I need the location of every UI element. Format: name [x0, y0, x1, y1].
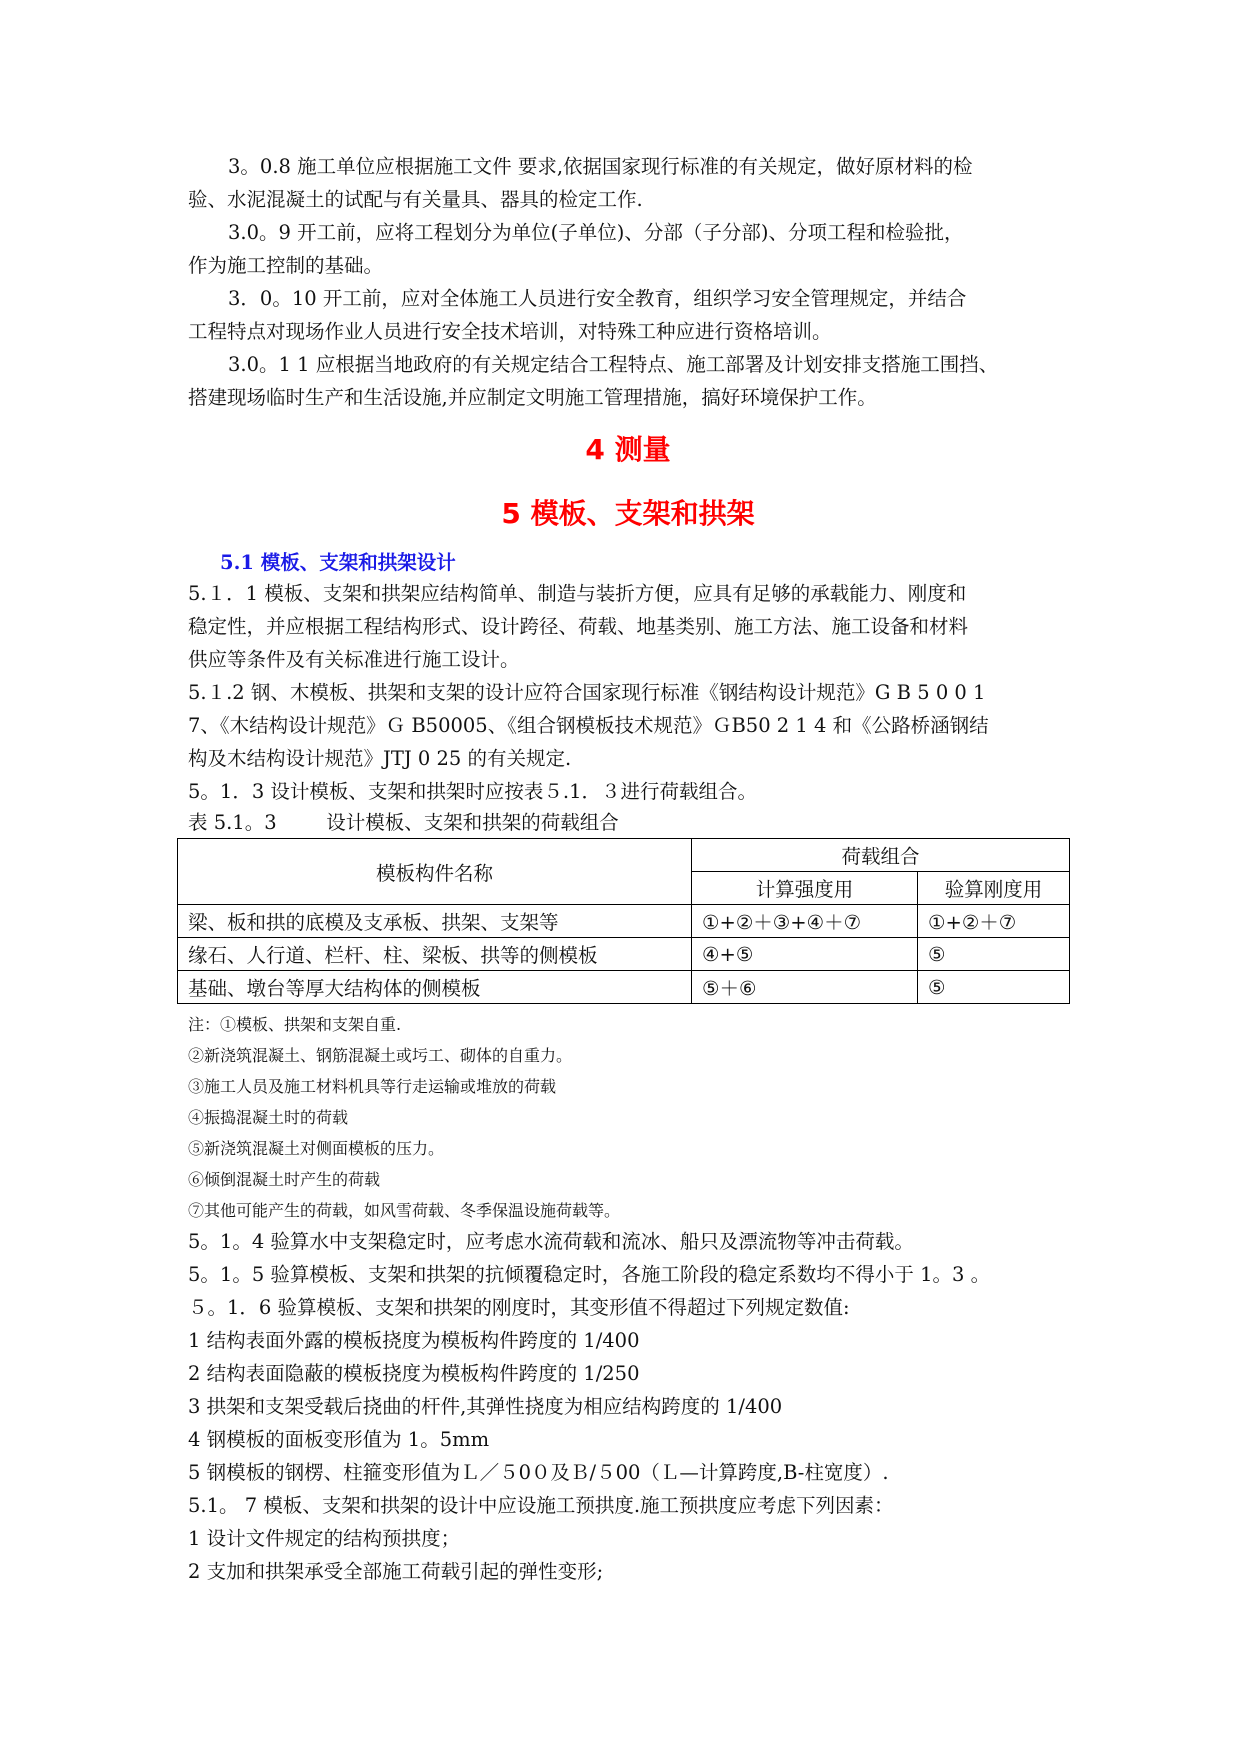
paragraph-3-0-9-line1: 3.0。9 开工前，应将工程划分为单位(子单位)、分部（子分部)、分项工程和检验批，: [228, 221, 964, 244]
heading-section-5: 5 模板、支架和拱架: [501, 497, 755, 530]
paragraph-5-1-1-line2: 稳定性，并应根据工程结构形式、设计跨径、荷载、地基类别、施工方法、施工设备和材料: [188, 615, 969, 638]
paragraph-5-1-5: 5。1。5 验算模板、支架和拱架的抗倾覆稳定时，各施工阶段的稳定系数均不得小于 1。3 。: [188, 1263, 991, 1286]
list-item-1: 1 结构表面外露的模板挠度为模板构件跨度的 1/400: [188, 1329, 640, 1352]
table-caption: 表 5.1。3 设计模板、支架和拱架的荷载组合: [188, 811, 619, 834]
paragraph-3-0-8-line2: 验、水泥混凝土的试配与有关量具、器具的检定工作.: [188, 188, 643, 211]
list-item-factor-2: 2 支加和拱架承受全部施工荷载引起的弹性变形;: [188, 1560, 604, 1583]
row-strength: ④+⑤: [692, 938, 918, 971]
heading-section-4: 4 测量: [585, 433, 671, 466]
note-5: ⑤新浇筑混凝土对侧面模板的压力。: [188, 1139, 445, 1158]
load-combination-table: [177, 838, 1070, 1004]
paragraph-3-0-10-line1: 3．0。10 开工前，应对全体施工人员进行安全教育，组织学习安全管理规定，并结合: [228, 287, 967, 310]
note-7: ⑦其他可能产生的荷载，如风雪荷载、冬季保温设施荷载等。: [188, 1201, 621, 1220]
list-item-factor-1: 1 设计文件规定的结构预拱度；: [188, 1527, 461, 1550]
paragraph-5-1-1-line1: 5.１．1 模板、支架和拱架应结构简单、制造与装折方便，应具有足够的承载能力、刚度和: [188, 582, 967, 605]
paragraph-5-1-2-line1: 5.１.2 钢、木模板、拱架和支架的设计应符合国家现行标准《钢结构设计规范》G B 5 0 0 1: [188, 681, 986, 704]
list-item-4: 4 钢模板的面板变形值为 1。5mm: [188, 1428, 490, 1451]
paragraph-5-1-4: 5。1。4 验算水中支架稳定时，应考虑水流荷载和流冰、船只及漂流物等冲击荷载。: [188, 1230, 914, 1253]
list-item-3: 3 拱架和支架受载后挠曲的杆件,其弹性挠度为相应结构跨度的 1/400: [188, 1395, 783, 1418]
note-2: ②新浇筑混凝土、钢筋混凝土或圬工、砌体的自重力。: [188, 1046, 573, 1065]
note-4: ④振捣混凝土时的荷载: [188, 1108, 349, 1127]
row-stiffness: ⑤: [918, 938, 1070, 971]
table-header-row: [178, 839, 1070, 872]
paragraph-5-1-3: 5。1．3 设计模板、支架和拱架时应按表５.1．３进行荷载组合。: [188, 780, 758, 803]
header-stiffness: 验算刚度用: [918, 872, 1070, 905]
paragraph-3-0-8-line1: 3。0.8 施工单位应根据施工文件 要求,依据国家现行标准的有关规定，做好原材料的检: [228, 155, 973, 178]
header-component-name: 模板构件名称: [178, 839, 692, 905]
paragraph-3-0-11-line1: 3.0。1 1 应根据当地政府的有关规定结合工程特点、施工部署及计划安排支搭施工围挡、: [228, 353, 999, 376]
heading-section-5-1: 5.1 模板、支架和拱架设计: [220, 551, 456, 574]
paragraph-5-1-2-line2: 7、《木结构设计规范》Ｇ B50005、《组合钢模板技术规范》ＧB50 2 1 4 和《公路桥涵钢结: [188, 714, 989, 737]
note-6: ⑥倾倒混凝土时产生的荷载: [188, 1170, 381, 1189]
row-name: 基础、墩台等厚大结构体的侧模板: [178, 971, 692, 1004]
row-stiffness: ⑤: [918, 971, 1070, 1004]
paragraph-5-1-7: 5.1。 7 模板、支架和拱架的设计中应设施工预拱度.施工预拱度应考虑下列因素：: [188, 1494, 894, 1517]
paragraph-5-1-1-line3: 供应等条件及有关标准进行施工设计。: [188, 648, 520, 671]
paragraph-3-0-10-line2: 工程特点对现场作业人员进行安全技术培训，对特殊工种应进行资格培训。: [188, 320, 832, 343]
paragraph-5-1-2-line3: 构及木结构设计规范》JTJ 0 25 的有关规定.: [188, 747, 572, 770]
row-name: 梁、板和拱的底模及支承板、拱架、支架等: [178, 905, 692, 938]
list-item-2: 2 结构表面隐蔽的模板挠度为模板构件跨度的 1/250: [188, 1362, 640, 1385]
paragraph-5-1-6: ５。1．6 验算模板、支架和拱架的刚度时，其变形值不得超过下列规定数值:: [188, 1296, 850, 1319]
row-strength: ⑤＋⑥: [692, 971, 918, 1004]
header-strength: 计算强度用: [692, 872, 918, 905]
note-3: ③施工人员及施工材料机具等行走运输或堆放的荷载: [188, 1077, 557, 1096]
row-strength: ①+②＋③+④＋⑦: [692, 905, 918, 938]
table-row: [178, 905, 1070, 938]
paragraph-3-0-11-line2: 搭建现场临时生产和生活设施,并应制定文明施工管理措施，搞好环境保护工作。: [188, 386, 877, 409]
header-load-combination: 荷载组合: [692, 839, 1070, 872]
note-1: 注：①模板、拱架和支架自重.: [188, 1015, 402, 1034]
table-row: [178, 938, 1070, 971]
list-item-5: 5 钢模板的钢楞、柱箍变形值为Ｌ／５0０及Ｂ/５00（Ｌ—计算跨度,B-柱宽度）.: [188, 1461, 889, 1484]
paragraph-3-0-9-line2: 作为施工控制的基础。: [188, 254, 384, 277]
table-row: [178, 971, 1070, 1004]
row-stiffness: ①+②＋⑦: [918, 905, 1070, 938]
row-name: 缘石、人行道、栏杆、柱、梁板、拱等的侧模板: [178, 938, 692, 971]
